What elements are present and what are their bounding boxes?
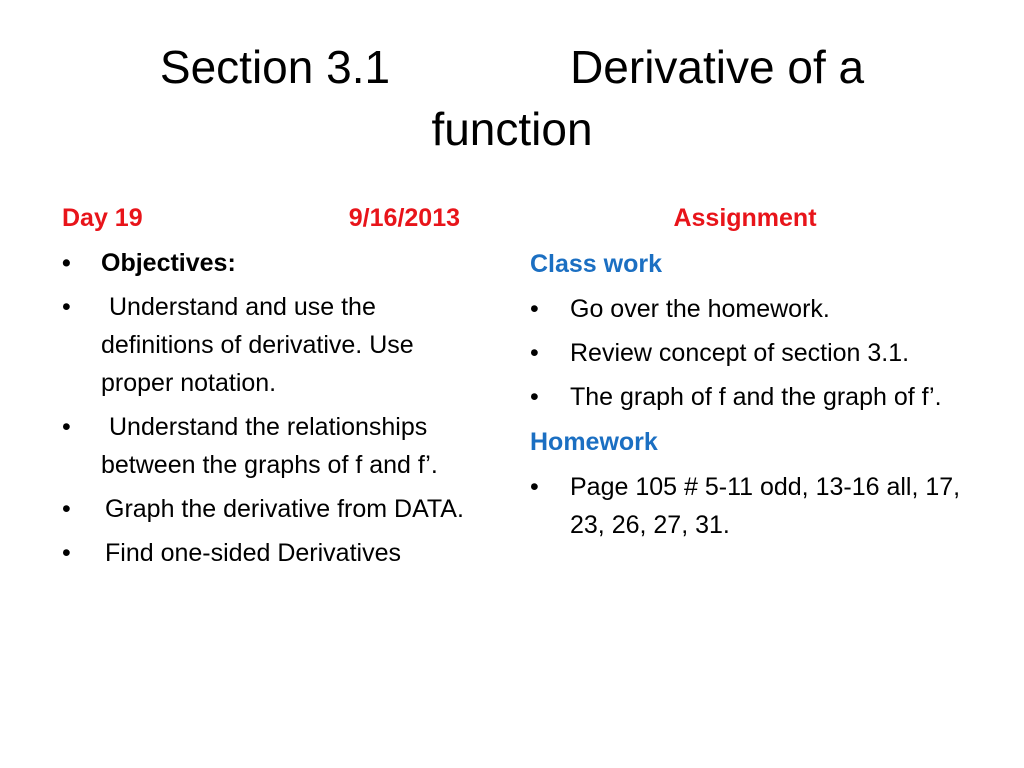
objective-text: Understand the relationships between the graphs of f and f’.: [101, 413, 438, 479]
homework-list: [530, 468, 970, 544]
slide-title: [40, 36, 984, 160]
homework-text: Page 105 # 5-11 odd, 13-16 all, 17, 23, 26, 27, 31.: [570, 473, 961, 539]
objectives-heading: Objectives:: [101, 249, 236, 277]
homework-label: Homework: [530, 428, 658, 456]
classwork-text: The graph of f and the graph of f’.: [570, 383, 942, 411]
right-column: [530, 198, 970, 550]
title-line-2: function: [431, 103, 593, 155]
classwork-label: Class work: [530, 250, 663, 278]
bullet-icon: •: [62, 495, 71, 523]
list-item: [62, 408, 482, 484]
bullet-icon: •: [530, 295, 539, 323]
bullet-icon: •: [62, 249, 71, 277]
day-label: Day 19: [62, 204, 143, 232]
list-item: [530, 468, 970, 544]
bullet-icon: •: [62, 293, 71, 321]
date-label: 9/16/2013: [348, 204, 460, 232]
objective-text: Find one-sided Derivatives: [105, 539, 401, 567]
classwork-list: [530, 290, 970, 416]
objective-text: Understand and use the definitions of derivative. Use proper notation.: [101, 293, 414, 397]
title-topic: Derivative of a: [570, 41, 865, 93]
list-item: [530, 378, 970, 416]
classwork-text: Go over the homework.: [570, 295, 830, 323]
assignment-header: Assignment: [673, 204, 817, 232]
objectives-list: [62, 244, 482, 572]
list-item: [62, 490, 482, 528]
day-header: [62, 198, 482, 238]
list-item: [530, 334, 970, 372]
bullet-icon: •: [62, 539, 71, 567]
list-item: [62, 288, 482, 402]
bullet-icon: •: [530, 383, 539, 411]
list-item: [62, 244, 482, 282]
bullet-icon: •: [530, 473, 539, 501]
title-line-1: [40, 36, 984, 98]
classwork-text: Review concept of section 3.1.: [570, 339, 910, 367]
title-section: Section 3.1: [159, 41, 391, 93]
objective-text: Graph the derivative from DATA.: [105, 495, 464, 523]
left-column: [62, 198, 482, 578]
bullet-icon: •: [530, 339, 539, 367]
list-item: [62, 534, 482, 572]
bullet-icon: •: [62, 413, 71, 441]
list-item: [530, 290, 970, 328]
